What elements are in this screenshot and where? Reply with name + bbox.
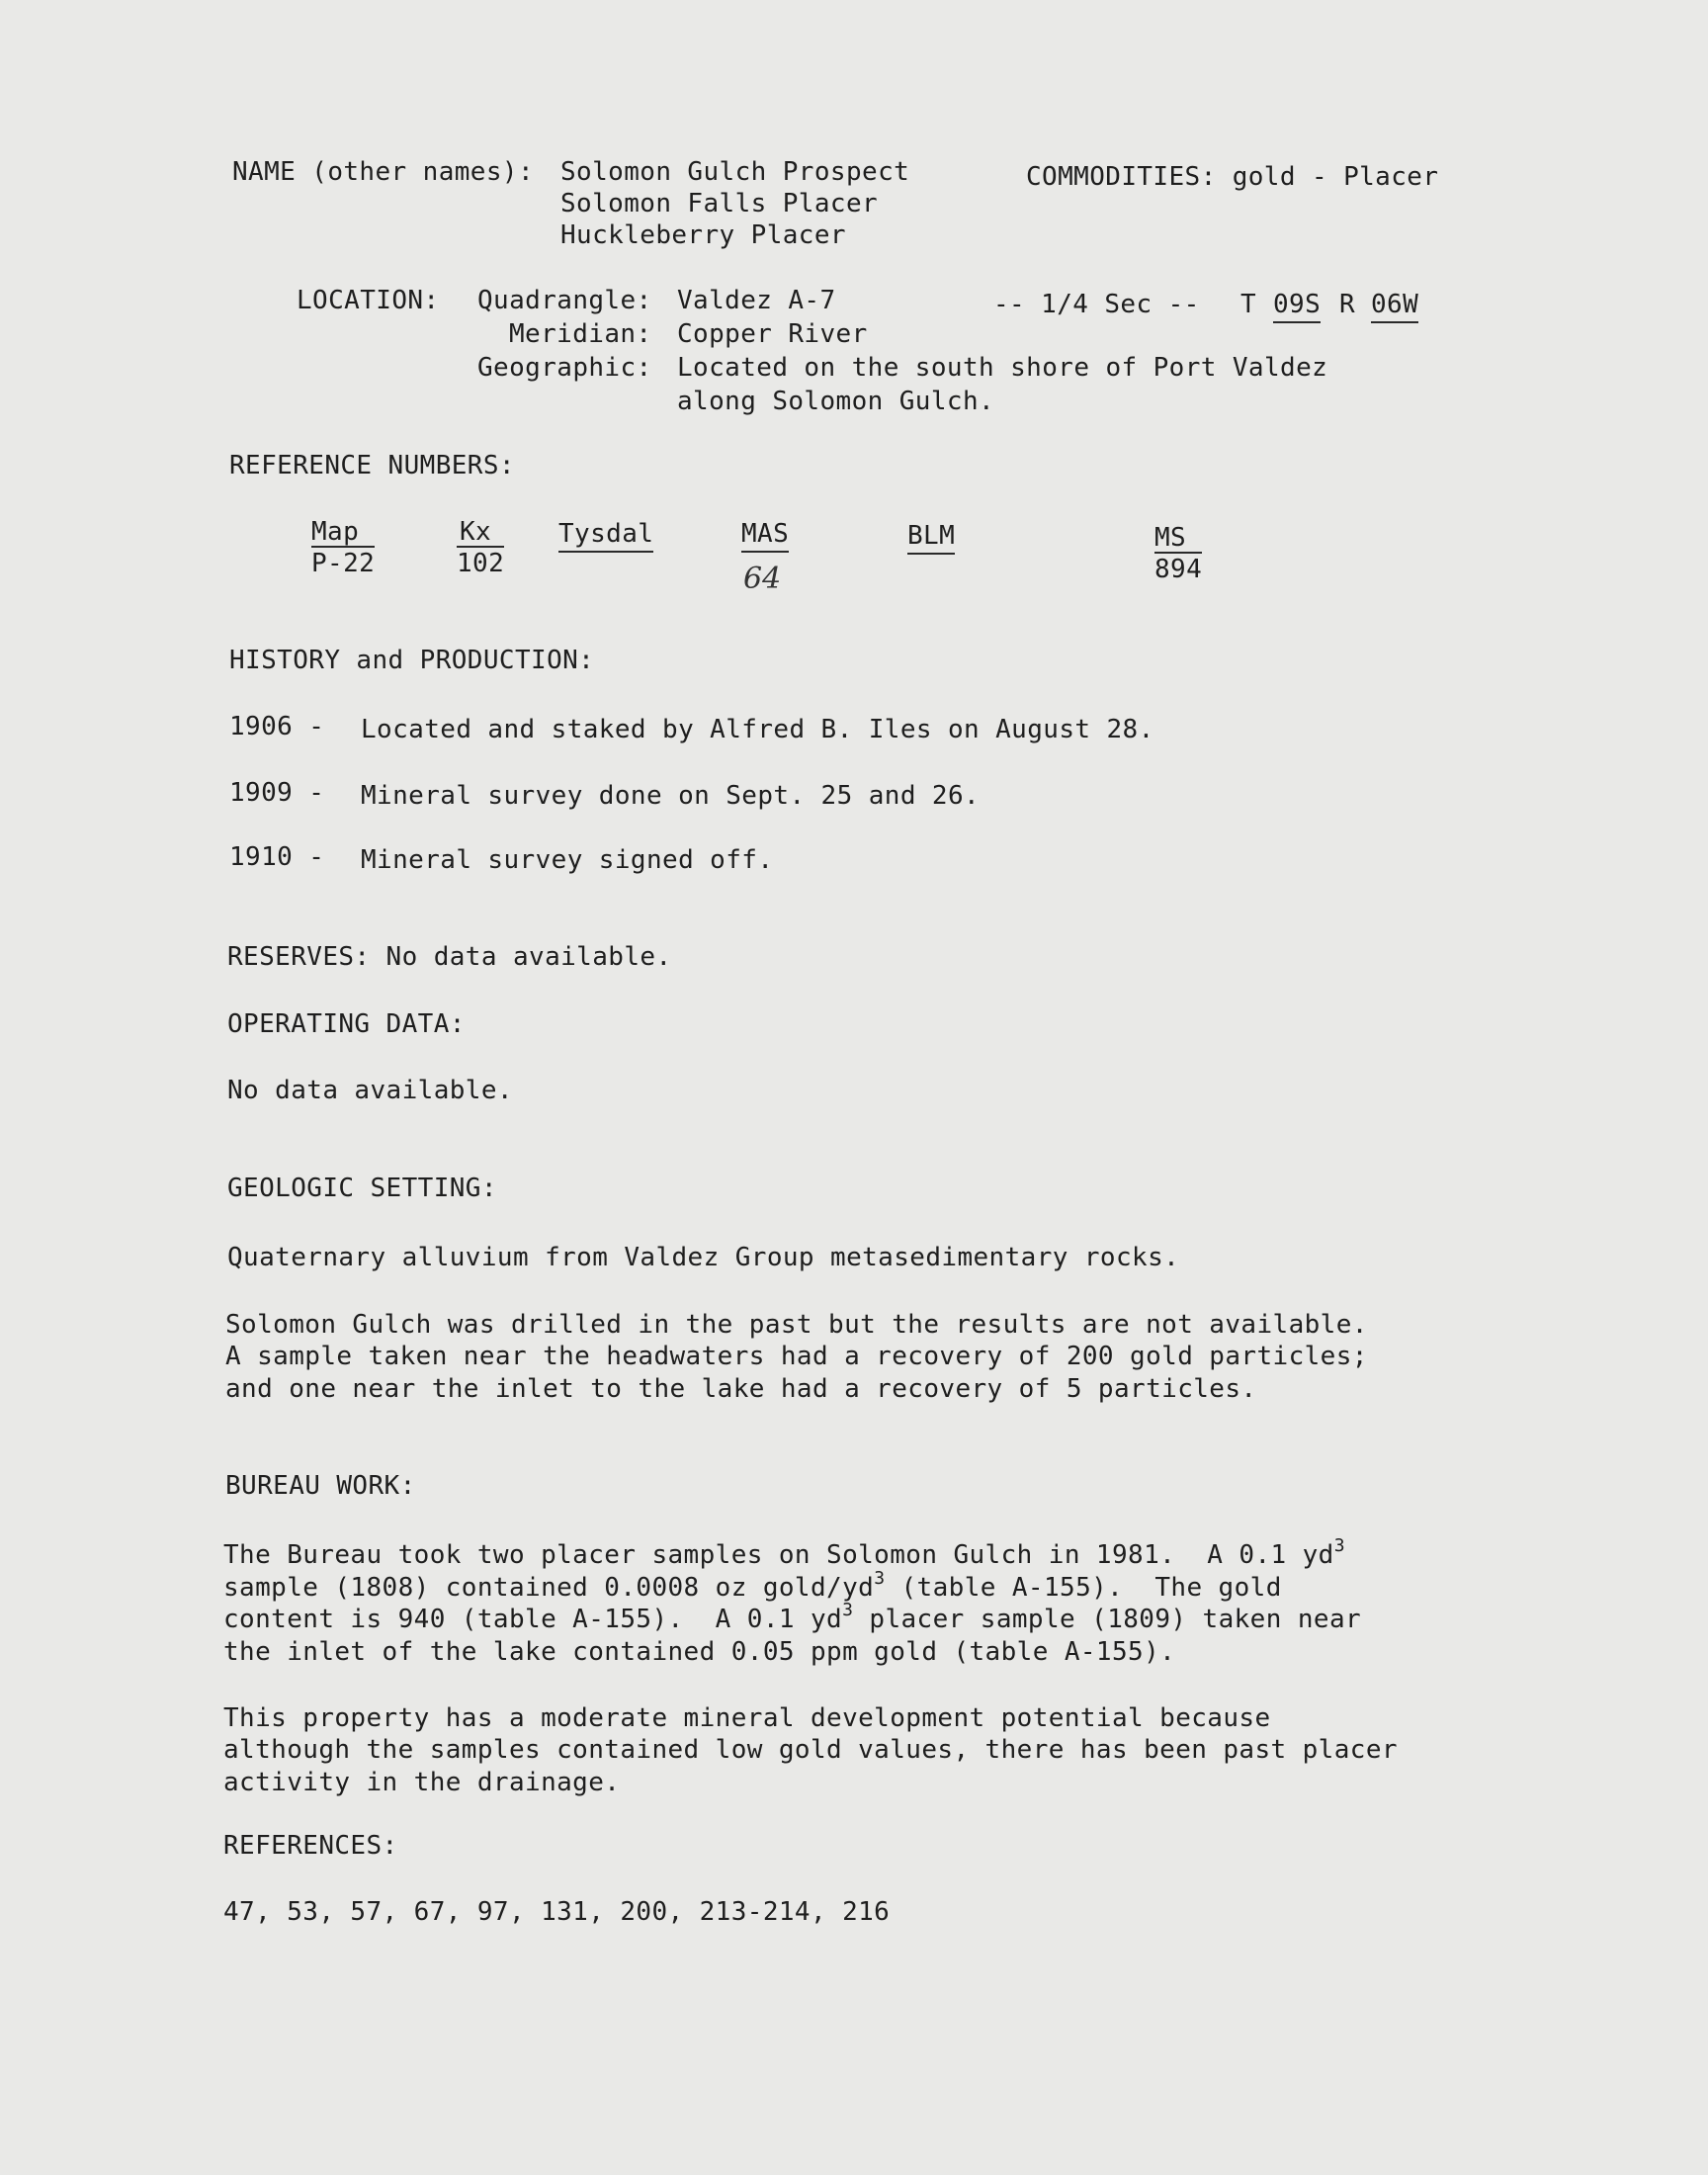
commodities: COMMODITIES: gold - Placer <box>1026 162 1439 192</box>
name-label: NAME (other names): <box>232 157 535 187</box>
ref-tysdal-label: Tysdal <box>558 518 653 553</box>
references-list: 47, 53, 57, 67, 97, 131, 200, 213-214, 216 <box>223 1897 891 1927</box>
history-year-1910: 1910 - <box>229 842 325 872</box>
ref-kx-label: Kx <box>460 517 492 547</box>
ref-mas-value: 64 <box>743 562 782 596</box>
ref-blm-label: BLM <box>907 520 955 555</box>
reference-numbers-heading: REFERENCE NUMBERS: <box>229 451 515 480</box>
ref-map-value: P-22 <box>311 546 375 579</box>
history-year-1906: 1906 - <box>229 712 325 741</box>
bureau-p2-line-2: although the samples contained low gold values, there has been past placer <box>223 1735 1398 1765</box>
history-text-1910: Mineral survey signed off. <box>361 845 774 875</box>
meridian-value: Copper River <box>677 319 868 349</box>
geologic-para-line-1: Solomon Gulch was drilled in the past but the results are not available. <box>225 1310 1368 1340</box>
geologic-heading: GEOLOGIC SETTING: <box>227 1174 497 1203</box>
ref-ms-value: 894 <box>1154 552 1202 585</box>
bureau-p2-line-1: This property has a moderate mineral development potential because <box>223 1703 1271 1733</box>
geologic-line-1: Quaternary alluvium from Valdez Group metasedimentary rocks. <box>227 1243 1180 1272</box>
ref-map-label: Map <box>311 517 360 547</box>
operating-heading: OPERATING DATA: <box>227 1009 466 1039</box>
history-text-1909: Mineral survey done on Sept. 25 and 26. <box>361 781 981 811</box>
section-text: -- 1/4 Sec -- <box>993 290 1200 319</box>
bureau-p1-line-3: content is 940 (table A-155). A 0.1 $yd^3$ placer sample (1809) taken near <box>223 1600 1362 1634</box>
township-label: T <box>1240 290 1257 319</box>
bureau-heading: BUREAU WORK: <box>225 1471 416 1501</box>
bureau-p1-line-1: The Bureau took two placer samples on Solomon Gulch in 1981. A 0.1 $yd^3$ <box>223 1535 1345 1570</box>
bureau-p2-line-3: activity in the drainage. <box>223 1768 621 1797</box>
bureau-p1-line-4: the inlet of the lake contained 0.05 ppm gold (table A-155). <box>223 1637 1176 1667</box>
name-alt-2: Huckleberry Placer <box>560 220 846 250</box>
geologic-para-line-2: A sample taken near the headwaters had a recovery of 200 gold particles; <box>225 1342 1368 1371</box>
range-value: 06W <box>1371 289 1418 323</box>
geographic-line-1: Located on the south shore of Port Valdez <box>677 353 1328 383</box>
reserves-text: RESERVES: No data available. <box>227 942 672 972</box>
location-label: LOCATION: <box>297 286 440 315</box>
geologic-para-line-3: and one near the inlet to the lake had a recovery of 5 particles. <box>225 1374 1257 1404</box>
meridian-label: Meridian: <box>509 319 652 349</box>
history-heading: HISTORY and PRODUCTION: <box>229 646 595 675</box>
township-value: 09S <box>1273 289 1321 323</box>
quadrangle-label: Quadrangle: <box>477 286 652 315</box>
operating-text: No data available. <box>227 1076 513 1105</box>
references-heading: REFERENCES: <box>223 1831 398 1861</box>
geographic-label: Geographic: <box>477 353 652 383</box>
history-year-1909: 1909 - <box>229 778 325 808</box>
bureau-p1-line-2: sample (1808) contained 0.0008 oz gold/$yd^3$ (table A-155). The gold <box>223 1568 1282 1603</box>
ref-mas-label: MAS <box>741 518 789 553</box>
geographic-line-2: along Solomon Gulch. <box>677 387 995 416</box>
quadrangle-value: Valdez A-7 <box>677 286 836 315</box>
name-alt-1: Solomon Falls Placer <box>560 189 879 218</box>
name-primary: Solomon Gulch Prospect <box>560 157 910 187</box>
history-text-1906: Located and staked by Alfred B. Iles on August 28. <box>361 715 1154 744</box>
ref-ms-label: MS <box>1154 523 1187 553</box>
range-label: R <box>1339 290 1356 319</box>
ref-kx-value: 102 <box>457 546 504 579</box>
